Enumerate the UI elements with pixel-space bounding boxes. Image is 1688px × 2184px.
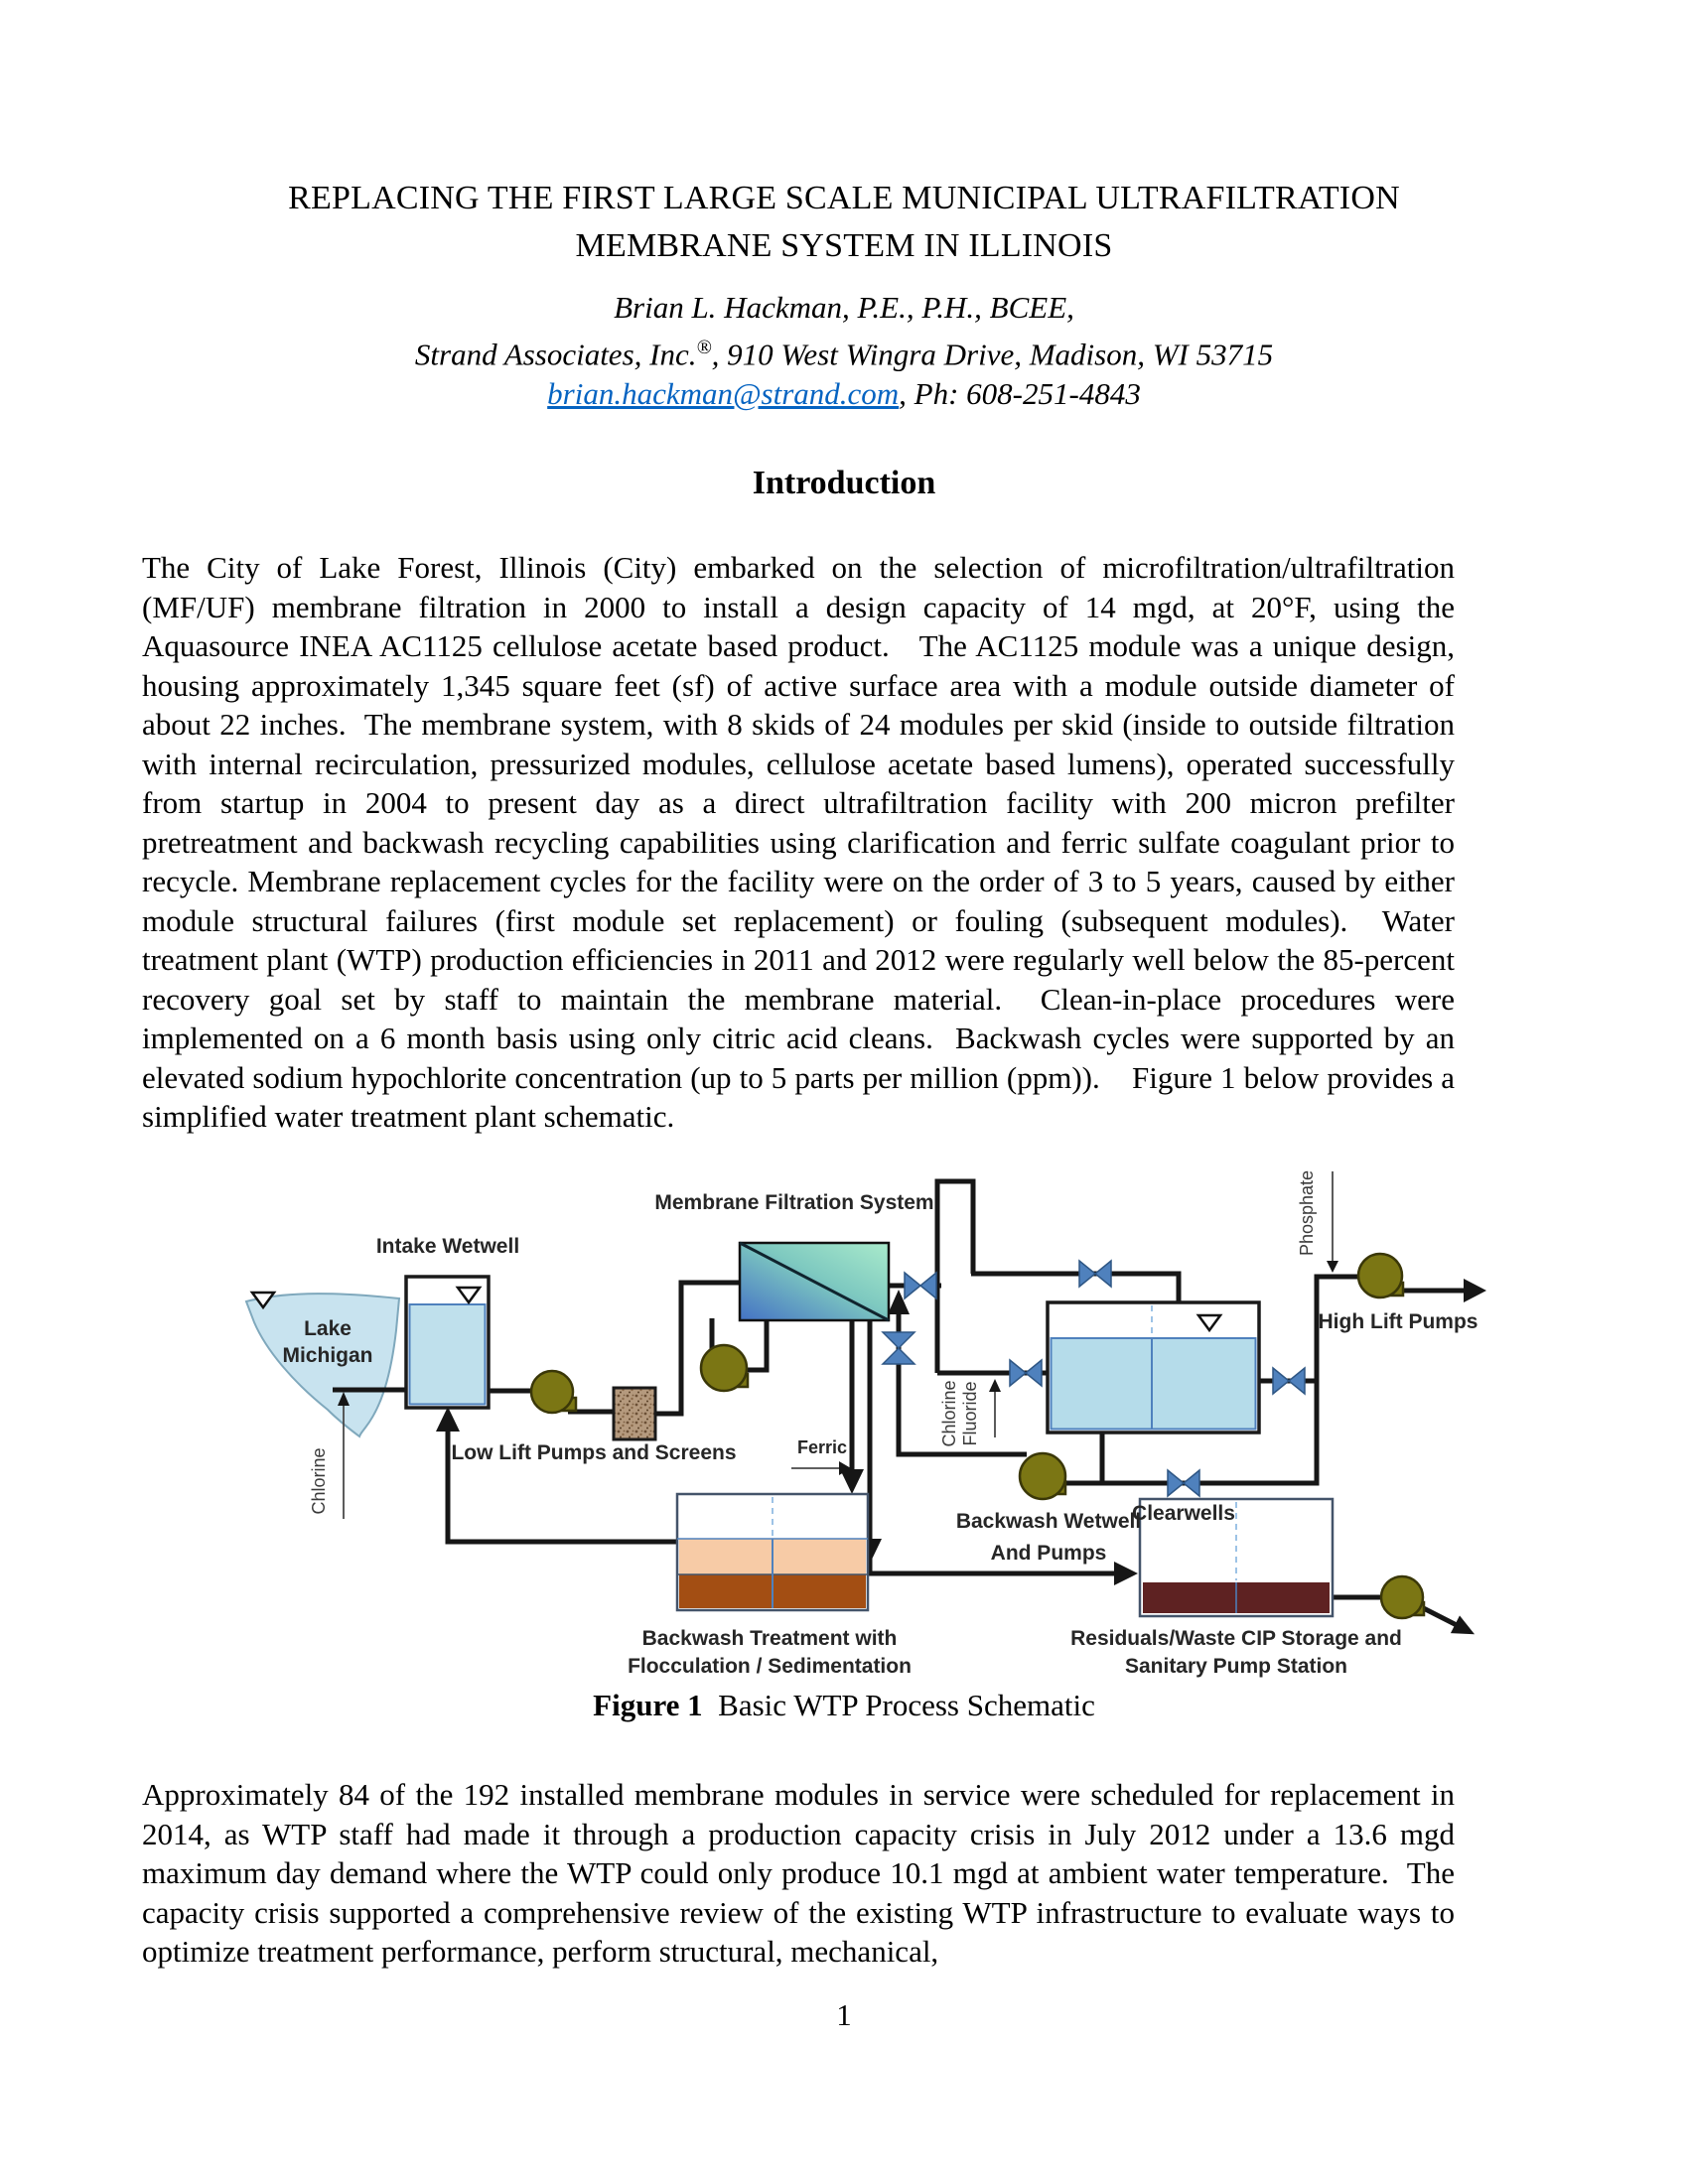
highlift-discharge-arrowhead	[1464, 1279, 1486, 1302]
author-contact	[0, 374, 1688, 414]
backwash-supply-valve	[1168, 1470, 1199, 1496]
label-clearwells: Clearwells	[1132, 1502, 1235, 1525]
paper-title-line2: MEMBRANE SYSTEM IN ILLINOIS	[575, 227, 1113, 264]
label-chlorine-intake: Chlorine	[309, 1447, 329, 1515]
label-low-lift: Low Lift Pumps and Screens	[451, 1441, 737, 1464]
label-backwash-wetwell-line2: And Pumps	[990, 1542, 1107, 1565]
label-phosphate: Phosphate	[1297, 1169, 1317, 1257]
clearwell-tank	[1048, 1302, 1259, 1433]
chlorine-fluoride-injection-line	[989, 1379, 1001, 1437]
label-lake-line1: Lake	[304, 1317, 352, 1340]
registered-mark: ®	[696, 337, 712, 358]
waste-right-arrowhead	[1114, 1562, 1138, 1585]
clearwell-inlet-valve	[1010, 1360, 1042, 1386]
backwash-treatment-tank	[677, 1494, 868, 1610]
high-lift-pump	[1358, 1254, 1403, 1297]
author-name: Brian L. Hackman, P.E., P.H., BCEE,	[614, 290, 1074, 325]
paragraph-replacement: Approximately 84 of the 192 installed membrane modules in service were scheduled for replacement in 2014, as WTP staff had made it through a production capacity crisis in July 2012 under a 13.6 mgd maximum day demand where the WTP could only produce 10.1 mgd at ambient water temperature. The capacity crisis supported a comprehensive review of the existing WTP infrastructure to evaluate ways to optimize treatment performance, perform structural, mechanical,	[142, 1777, 1455, 1969]
label-backwash-treatment-line2: Flocculation / Sedimentation	[628, 1655, 912, 1678]
label-residuals-line2: Sanitary Pump Station	[1124, 1655, 1348, 1678]
label-backwash-treatment-line1: Backwash Treatment with	[641, 1627, 898, 1650]
screen-box	[614, 1388, 655, 1439]
figure-caption	[0, 1688, 1688, 1723]
membrane-outlet-valve	[905, 1273, 936, 1298]
paper-title-line1: REPLACING THE FIRST LARGE SCALE MUNICIPAL ULTRAFILTRATION	[288, 180, 1400, 216]
paper-title	[0, 175, 1688, 270]
backwash-tank-inlet-arrowhead	[840, 1469, 864, 1494]
label-high-lift: High Lift Pumps	[1318, 1310, 1478, 1333]
clearwell-outlet-valve	[1273, 1368, 1305, 1394]
label-backwash-wetwell-line1: Backwash Wetwell	[955, 1510, 1142, 1533]
low-lift-pump	[531, 1371, 576, 1413]
label-membrane-system: Membrane Filtration System	[654, 1191, 934, 1214]
author-phone: , Ph: 608-251-4843	[899, 376, 1141, 412]
author-block	[0, 288, 1688, 414]
phosphate-injection-line	[1327, 1171, 1338, 1273]
clearwell-bypass-valve	[1079, 1261, 1111, 1287]
recycle-arrowhead	[436, 1407, 460, 1432]
author-affiliation	[0, 328, 1688, 374]
sanitary-pump	[1381, 1576, 1424, 1618]
label-fluoride: Fluoride	[960, 1381, 980, 1446]
author-org: Strand Associates, Inc.	[414, 337, 697, 372]
page-number: 1	[836, 1997, 852, 2032]
figure-caption-text: Basic WTP Process Schematic	[702, 1688, 1095, 1722]
section-heading: Introduction	[752, 465, 936, 501]
membrane-feed-pump	[701, 1345, 748, 1391]
intake-wetwell-tank	[406, 1277, 489, 1408]
author-address: , 910 West Wingra Drive, Madison, WI 53715	[711, 337, 1274, 372]
backwash-return-valve	[883, 1332, 914, 1364]
membrane-filtration-box	[740, 1243, 889, 1320]
wtp-process-schematic	[0, 1132, 1688, 1703]
label-intake-wetwell: Intake Wetwell	[375, 1235, 520, 1258]
backwash-wetwell-pump	[1020, 1453, 1065, 1499]
label-ferric: Ferric	[796, 1437, 848, 1457]
email-link[interactable]: brian.hackman@strand.com	[547, 376, 900, 412]
paragraph-introduction: The City of Lake Forest, Illinois (City) embarked on the selection of microfiltration/ultrafiltration (MF/UF) membrane filtration in 2000 to install a design capacity of 14 mgd, at 20°F, using the Aquasource INEA AC1125 cellulose acetate based product. The AC1125 module was a unique design, housing approximately 1,345 square feet (sf) of active surface area with a module outside diameter of about 22 inches. The membrane system, with 8 skids of 24 modules per skid (inside to outside filtration with internal recirculation, pressurized modules, cellulose acetate based lumens), operated successfully from startup in 2004 to present day as a direct ultrafiltration facility with 200 micron prefilter pretreatment and backwash recycling capabilities using clarification and ferric sulfate coagulant prior to recycle. Membrane replacement cycles for the facility were on the order of 3 to 5 years, caused by either module structural failures (first module set replacement) or fouling (subsequent modules). Water treatment plant (WTP) production efficiencies in 2011 and 2012 were regularly well below the 85-percent recovery goal set by staff to maintain the membrane material. Clean-in-place procedures were implemented on a 6 month basis using only citric acid cleans. Backwash cycles were supported by an elevated sodium hypochlorite concentration (up to 5 parts per million (ppm)). Figure 1 below provides a simplified water treatment plant schematic.	[142, 550, 1455, 1134]
figure-caption-number: Figure 1	[593, 1688, 703, 1722]
label-residuals-line1: Residuals/Waste CIP Storage and	[1070, 1627, 1402, 1650]
label-lake-line2: Michigan	[282, 1344, 373, 1367]
label-chlorine-post: Chlorine	[939, 1380, 959, 1447]
